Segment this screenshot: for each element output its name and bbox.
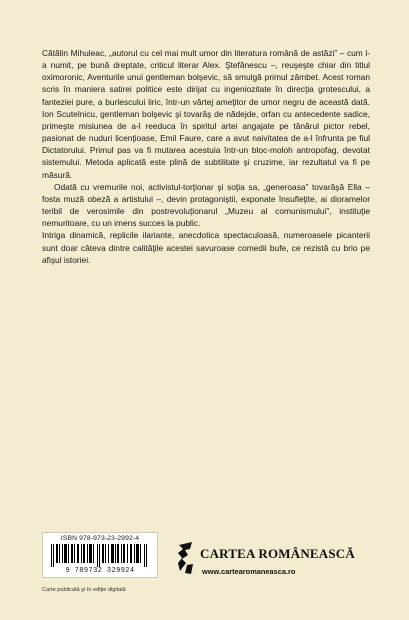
book-blurb — [42, 47, 370, 266]
digital-edition-note: Carte publicată şi în ediţie digitală — [42, 587, 126, 593]
barcode-number: 9 789732 329924 — [65, 567, 135, 575]
blurb-paragraph-3: Intriga dinamică, replicile ilariante, anecdotica spectaculoasă, numeroasele picanterii sunt doar câteva dintre calităţile acestei savuroase comedii bufe, ce rezistă cu brio pe afişul istoriei. — [42, 230, 370, 265]
blurb-paragraph-2: Odată cu vremurile noi, activistul-torţionar şi soţia sa, „generoasa” tovarăşă Ella – fosta muză obeză a artistului –, devin protagoniştii, exponate însufleţite, ai dioramelor teribil de verosimile din postrevoluţionarul „Muzeu al comunismului”, instituţie nemuritoare, cu un imens succes la public. — [42, 181, 370, 229]
publisher-logo-icon — [176, 541, 196, 575]
publisher-name: CARTEA ROMÂNEASCĂ — [200, 546, 355, 561]
publisher-website: www.cartearomaneasca.ro — [202, 567, 296, 576]
blurb-paragraph-1: Cătălin Mihuleac, „autorul cu cel mai mult umor din literatura română de astăzi” – cum l-a numit, pe bună dreptate, criticul literar Alex. Ştefănescu –, reuşeşte chiar din titlul oximoronic, Aventurile unui gentleman bolşevic, să smulgă primul zâmbet. Acest roman scris în maniera satirei politice este dirijat cu ingeniozitate în direcţia grotescului, a fanteziei pure, a burlescului liric, într-un vârtej ameţitor de umor negru de această dată. Ion Scutelnicu, gentleman bolşevic şi tovarăş de nădejde, orfan cu antecedente sadice, primeşte misiunea de a-l reeduca în spiritul artei angajate pe tânărul pictor rebel, pasionat de nuduri licenţioase, Emil Faure, care a avut naivitatea de a-l înfrunta pe fiul Dictatorului. Primul pas va fi mutarea acestuia într-un bloc-moloh antropofag, devotat sistemului. Metoda aplicată este plină de subtilitate şi cruzime, iar rezultatul va fi pe măsură. — [42, 48, 370, 180]
isbn-label: ISBN 978-973-23-2992-4 — [60, 535, 140, 542]
isbn-barcode — [42, 532, 158, 578]
barcode-bars — [51, 544, 149, 567]
